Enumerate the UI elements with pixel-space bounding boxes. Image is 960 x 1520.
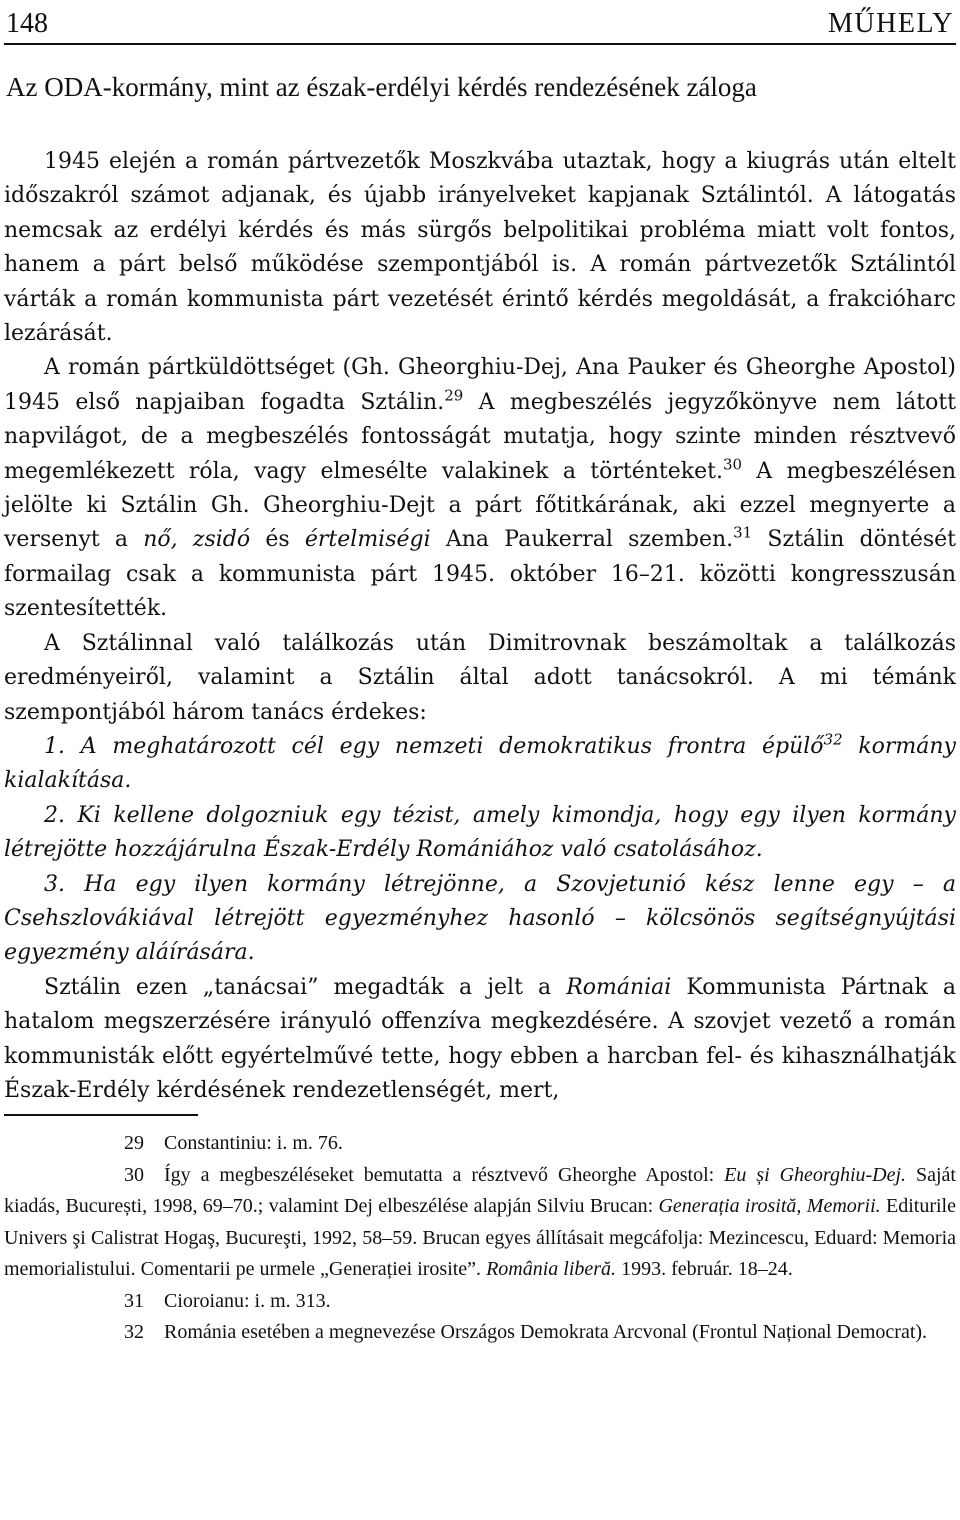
paragraph-2-part-a: A román pártküldöttséget (Gh. Gheorghiu-Dej, Ana Pauker és Gheorghe Apostol) 1945 első napjaiban fogadta Sztálin. <box>4 355 956 415</box>
footnote-italic-2: Generația irosită, Memorii. <box>658 1195 881 1218</box>
list-item-1-part-b: kormány kialakítása. <box>4 733 956 794</box>
footnote-number: 32 <box>124 1321 144 1344</box>
footnote-31 <box>4 1286 956 1318</box>
body-text <box>4 145 956 1108</box>
paragraph-7 <box>4 971 956 1109</box>
paragraph-2-italic-1: nő, zsidó <box>143 527 251 553</box>
paragraph-2 <box>4 351 956 626</box>
document-page <box>4 0 956 1349</box>
footnote-32 <box>4 1317 956 1349</box>
footnote-ref-29[interactable]: 29 <box>444 386 464 405</box>
paragraph-2-part-f: Sztálin döntését formailag csak a kommunista párt 1945. október 16–21. közötti kongresszusán szentesítették. <box>4 527 956 622</box>
footnote-text-d: 1993. február. 18–24. <box>616 1258 793 1281</box>
paragraph-1: 1945 elején a román pártvezetők Moszkvába utaztak, hogy a kiugrás után eltelt időszakról számot adjanak, és újabb irányelveket kapjanak Sztálintól. A látogatás nemcsak az erdélyi kérdés és más sürgős belpolitikai probléma miatt volt fontos, hanem a párt belső működése szempontjából is. A román pártvezetők Sztálintól várták a román kommunista párt vezetését érintő kérdés megoldását, a frakcióharc lezárását. <box>4 149 956 347</box>
paragraph-7-part-a: Sztálin ezen „tanácsai” megadták a jelt a <box>44 974 567 1000</box>
paragraph-2-italic-2: értelmiségi <box>304 527 431 553</box>
list-item-1 <box>4 730 956 799</box>
list-item-1-part-a: 1. A meghatározott cél egy nemzeti demokratikus frontra épülő <box>44 733 824 759</box>
page-number: 148 <box>6 8 48 39</box>
footnote-text-b: Saját kiadás, București, 1998, 69–70.; valamint Dej elbeszélése alapján Silviu Brucan: <box>4 1163 956 1218</box>
footnote-ref-31[interactable]: 31 <box>733 524 753 543</box>
footnote-text: Constantiniu: i. m. 76. <box>164 1132 343 1155</box>
paragraph-3: A Sztálinnal való találkozás után Dimitrovnak beszámoltak a találkozás eredményeiről, valamint a Sztálin által adott tanácsokról. A mi témánk szempontjából három tanács érdekes: <box>4 630 956 725</box>
paragraph-2-part-e: Ana Paukerral szemben. <box>430 527 734 553</box>
footnote-ref-32[interactable]: 32 <box>823 730 843 749</box>
footnote-number: 29 <box>124 1132 144 1155</box>
paragraph-2-part-d: és <box>250 527 305 553</box>
footnotes <box>4 1128 956 1349</box>
footnote-italic-3: România liberă. <box>486 1258 617 1281</box>
footnote-text-a: Így a megbeszéléseket bemutatta a résztvevő Gheorghe Apostol: <box>164 1163 725 1186</box>
list-item-3: 3. Ha egy ilyen kormány létrejönne, a Szovjetunió kész lenne egy – a Csehszlovákiával létrejött egyezményhez hasonló – kölcsönös segítségnyújtási egyezmény aláírására. <box>4 871 956 966</box>
footnote-number: 31 <box>124 1289 144 1312</box>
footnote-text: Cioroianu: i. m. 313. <box>164 1289 331 1312</box>
footnote-text-c: Editurile Univers şi Calistrat Hogaş, Bucureşti, 1992, 58–59. Brucan egyes állításait megcáfolja: Mezincescu, Eduard: Memoria memorialistului. Comentarii pe urmele „Generației irosite”. <box>4 1195 956 1281</box>
footnote-number: 30 <box>124 1163 144 1186</box>
footnote-29 <box>4 1128 956 1160</box>
section-title: Az ODA-kormány, mint az észak-erdélyi kérdés rendezésének zálogа <box>6 72 757 102</box>
paragraph-7-part-b: Kommunista Pártnak a hatalom megszerzésére irányuló offenzíva megkezdésére. A szovjet vezető a román kommunisták előtt egyértelművé tette, hogy ebben a harcban fel- és kihasználhatják Észak-Erdély kérdésének rendezetlenségét, mert, <box>4 974 956 1103</box>
list-item-2: 2. Ki kellene dolgozniuk egy tézist, amely kimondja, hogy egy ilyen kormány létrejötte hozzájárulna Észak-Erdély Romániához való csatolásához. <box>4 802 956 863</box>
paragraph-2-part-b: A megbeszélés jegyzőkönyve nem látott napvilágot, de a megbeszélés fontosságát mutatja, hogy szinte minden résztvevő megemlékezett róla, vagy elmesélte valakinek a történteket. <box>4 389 956 484</box>
footnote-italic-1: Eu și Gheorghiu-Dej. <box>724 1163 907 1186</box>
paragraph-7-italic: Romániai <box>566 974 672 1000</box>
footnote-divider <box>4 1114 198 1116</box>
paragraph-2-part-c: A megbeszélésen jelölte ki Sztálin Gh. Gheorghiu-Dejt a párt főtitkárának, aki ezzel megnyerte a versenyt a <box>4 458 956 553</box>
footnote-30 <box>4 1160 956 1286</box>
footnote-text: Románia esetében a megnevezése Országos Demokrata Arcvonal (Frontul Național Democrat). <box>164 1321 928 1344</box>
section-label: MŰHELY <box>828 8 954 39</box>
footnote-ref-30[interactable]: 30 <box>722 455 742 474</box>
running-header <box>4 0 956 45</box>
